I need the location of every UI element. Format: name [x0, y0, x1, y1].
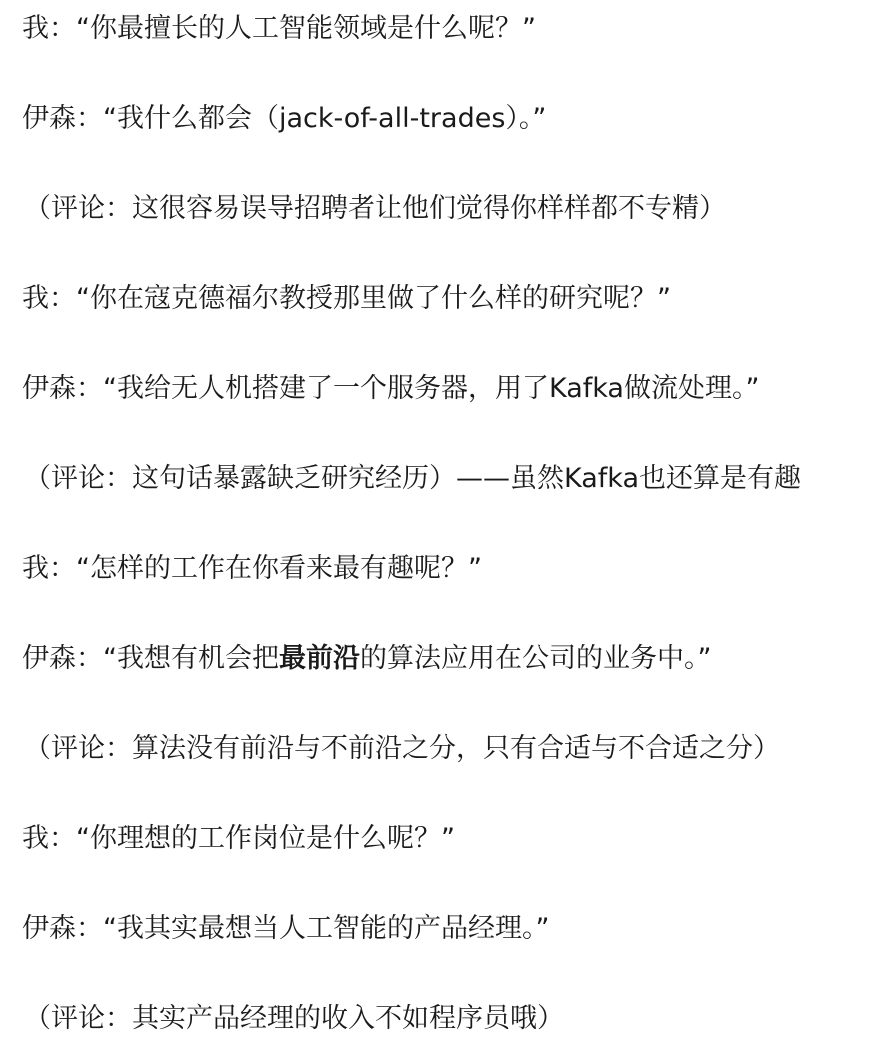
- line-comment-3: （评论：算法没有前沿与不前沿之分，只有合适与不合适之分）: [24, 733, 780, 764]
- line-ethan-a3-pre: 伊森：“我想有机会把: [22, 643, 279, 674]
- line-comment-1: （评论：这很容易误导招聘者让他们觉得你样样都不专精）: [24, 193, 726, 224]
- line-ethan-a1: 伊森：“我什么都会（jack-of-all-trades）。”: [22, 103, 547, 134]
- line-me-q3: 我：“怎样的工作在你看来最有趣呢？”: [22, 553, 482, 584]
- line-comment-4: （评论：其实产品经理的收入不如程序员哦）: [24, 1003, 564, 1034]
- line-me-q1: 我：“你最擅长的人工智能领域是什么呢？”: [22, 13, 536, 44]
- line-ethan-a4: 伊森：“我其实最想当人工智能的产品经理。”: [22, 913, 550, 944]
- line-me-q2: 我：“你在寇克德福尔教授那里做了什么样的研究呢？”: [22, 283, 671, 314]
- line-ethan-a2: 伊森：“我给无人机搭建了一个服务器，用了Kafka做流处理。”: [22, 373, 760, 404]
- line-me-q4: 我：“你理想的工作岗位是什么呢？”: [22, 823, 455, 854]
- line-ethan-a3: [22, 639, 712, 679]
- line-ethan-a3-post: 的算法应用在公司的业务中。”: [360, 643, 712, 674]
- line-ethan-a3-bold: 最前沿: [279, 643, 360, 674]
- line-comment-2: （评论：这句话暴露缺乏研究经历）——虽然Kafka也还算是有趣: [24, 463, 801, 494]
